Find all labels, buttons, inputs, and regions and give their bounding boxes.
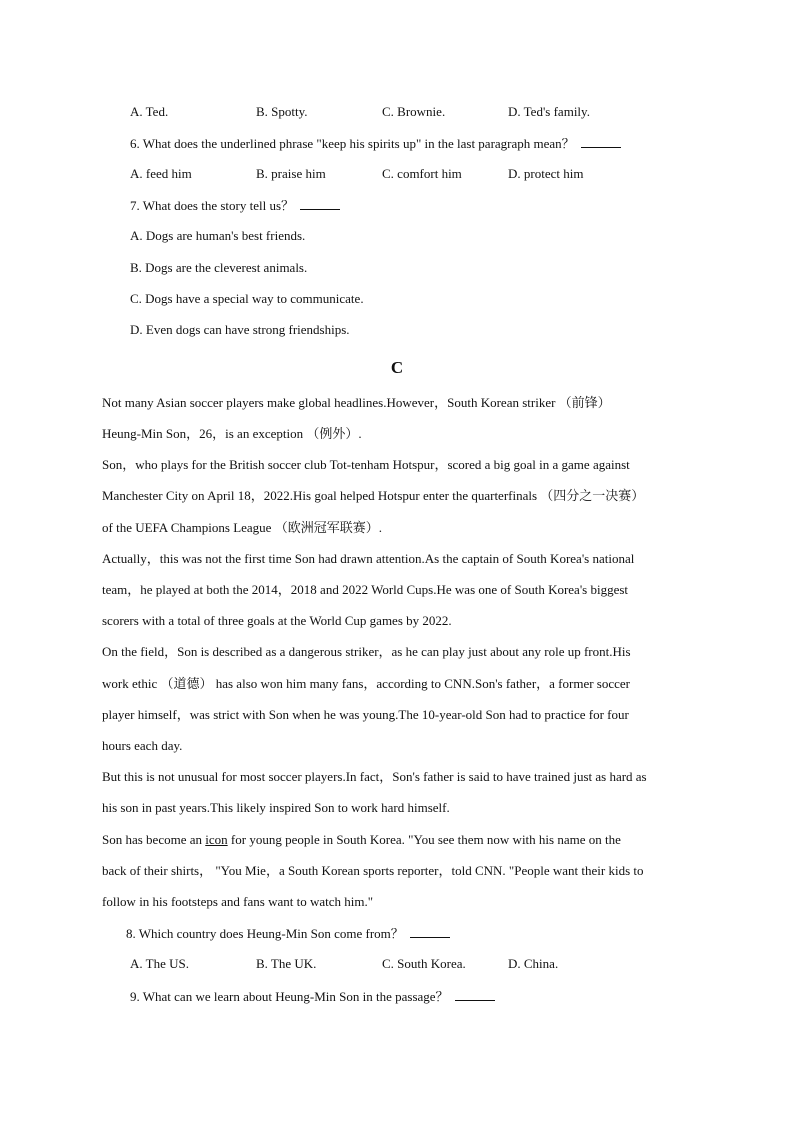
q8-option-c: C. South Korea. xyxy=(382,956,466,971)
q6-text: 6. What does the underlined phrase "keep his spirits up" in the last paragraph mean？ xyxy=(130,136,575,151)
q7-option-a: A. Dogs are human's best friends. xyxy=(130,228,306,243)
q8-option-d: D. China. xyxy=(508,956,559,971)
q6-option-d: D. protect him xyxy=(508,166,584,181)
passage-line: Son，who plays for the British soccer club Tot-tenham Hotspur，scored a big goal in a game against xyxy=(102,457,630,472)
q8-question xyxy=(126,925,450,942)
q9-answer-blank[interactable] xyxy=(455,988,495,1001)
passage-line: hours each day. xyxy=(102,738,183,753)
q8-text: 8. Which country does Heung-Min Son come from？ xyxy=(126,926,404,941)
q7-text: 7. What does the story tell us？ xyxy=(130,198,295,213)
passage-text: for young people in South Korea. "You see them now with his name on the xyxy=(227,832,621,847)
q6-option-a: A. feed him xyxy=(130,166,192,181)
q5-option-a: A. Ted. xyxy=(130,104,169,119)
q9-text: 9. What can we learn about Heung-Min Son in the passage？ xyxy=(130,989,449,1004)
q6-answer-blank[interactable] xyxy=(581,135,621,148)
passage-line: Heung-Min Son，26，is an exception （例外）. xyxy=(102,426,362,441)
q6-option-b: B. praise him xyxy=(256,166,326,181)
passage-line: Not many Asian soccer players make global headlines.However，South Korean striker （前锋） xyxy=(102,395,611,410)
passage-line: follow in his footsteps and fans want to watch him." xyxy=(102,894,374,909)
passage-line: back of their shirts， "You Mie，a South Korean sports reporter，told CNN. "People want their kids to xyxy=(102,863,644,878)
q6-option-c: C. comfort him xyxy=(382,166,462,181)
passage-line: On the field，Son is described as a dangerous striker，as he can play just about any role up front.His xyxy=(102,644,631,659)
q7-option-d: D. Even dogs can have strong friendships. xyxy=(130,322,350,337)
q9-question xyxy=(130,988,495,1005)
passage-line: his son in past years.This likely inspired Son to work hard himself. xyxy=(102,800,450,815)
q7-option-c: C. Dogs have a special way to communicate. xyxy=(130,291,364,306)
passage-line: scorers with a total of three goals at the World Cup games by 2022. xyxy=(102,613,452,628)
q5-option-c: C. Brownie. xyxy=(382,104,446,119)
section-title: C xyxy=(390,358,404,377)
passage-line xyxy=(102,832,621,848)
passage-line: of the UEFA Champions League （欧洲冠军联赛）. xyxy=(102,520,382,535)
q7-question xyxy=(130,197,340,214)
passage-line: work ethic （道德） has also won him many fans，according to CNN.Son's father，a former soccer xyxy=(102,676,630,691)
q8-answer-blank[interactable] xyxy=(410,925,450,938)
passage-line: Actually，this was not the first time Son had drawn attention.As the captain of South Korea's national xyxy=(102,551,635,566)
q6-question xyxy=(130,135,621,152)
passage-text: Son has become an xyxy=(102,832,206,847)
underlined-word-icon-term: icon xyxy=(205,832,228,847)
q5-option-d: D. Ted's family. xyxy=(508,104,590,119)
q5-option-b: B. Spotty. xyxy=(256,104,308,119)
q8-option-b: B. The UK. xyxy=(256,956,317,971)
q7-answer-blank[interactable] xyxy=(300,197,340,210)
passage-line: But this is not unusual for most soccer players.In fact，Son's father is said to have trained just as hard as xyxy=(102,769,647,784)
passage-line: player himself，was strict with Son when he was young.The 10-year-old Son had to practice for four xyxy=(102,707,629,722)
q8-option-a: A. The US. xyxy=(130,956,189,971)
q7-option-b: B. Dogs are the cleverest animals. xyxy=(130,260,308,275)
passage-line: Manchester City on April 18，2022.His goal helped Hotspur enter the quarterfinals （四分之一决赛） xyxy=(102,488,645,503)
passage-line: team，he played at both the 2014，2018 and 2022 World Cups.He was one of South Korea's biggest xyxy=(102,582,629,597)
